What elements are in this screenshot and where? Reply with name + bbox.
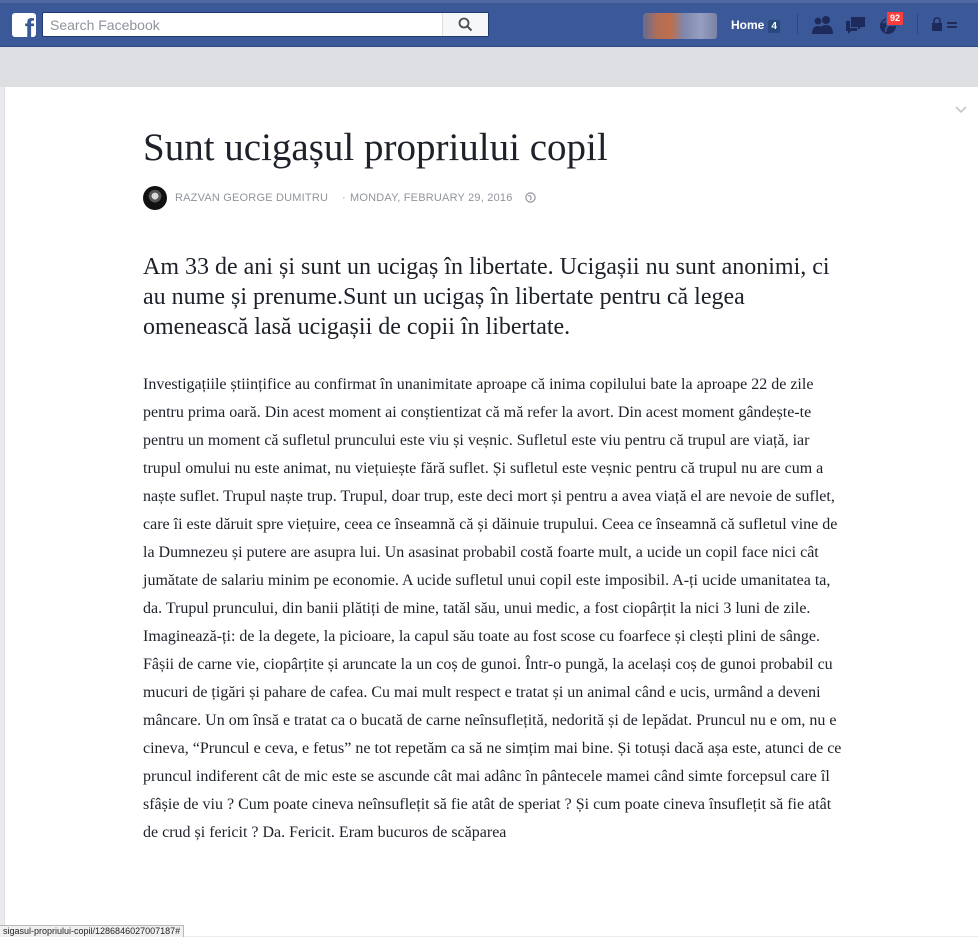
author-avatar[interactable] [143, 186, 167, 210]
messages-icon [843, 14, 869, 36]
settings-menu-button[interactable] [946, 14, 972, 36]
public-globe-icon [525, 192, 536, 203]
friends-icon [810, 14, 836, 36]
lead-paragraph: Am 33 de ani și sunt un ucigaș în libertate. Ucigașii nu sunt anonimi, ci au nume și prenume.Sunt un ucigaș în libertate pentru că legea omenească lasă ucigașii de copii în libertate. [143, 254, 830, 340]
profile-avatar-blurred[interactable] [643, 13, 717, 39]
publish-date[interactable]: MONDAY, FEBRUARY 29, 2016 [350, 192, 513, 204]
menu-lines-icon [946, 14, 958, 36]
top-strip [0, 0, 978, 3]
note-title: Sunt ucigașul propriului copil [143, 126, 608, 169]
facebook-logo-icon[interactable] [12, 13, 36, 37]
top-navigation-bar [0, 0, 978, 47]
page-band [0, 47, 978, 87]
lock-icon [930, 14, 944, 36]
body-paragraph: Investigațiile științifice au confirmat în unanimitate aproape că inima copilului bate la aproape 22 de zile pentru prima oară. Din acest moment ai conștientizat că mă refer la avort. Din acest moment gândește-te pentru un moment că sufletul pruncului este viu și veșnic. Sufletul este viu pentru că trupul are viață, iar trupul omului nu este animat, nu viețuiește fără suflet. Și sufletul este veșnic pentru că trupul nu are cum a naște suflet. Trupul naște trup. Trupul, doar trup, este deci mort și pentru a avea viață el are nevoie de suflet, care îi este dăruit spre viețuire, ceea ce înseamnă că și dăinuie trupului. Ceea ce înseamnă că sufletul vine de la Dumnezeu și putere are asupra lui. Un asasinat probabil costă foarte mult, a ucide un copil face nici cât jumătate de salariu minim pe economie. A ucide sufletul unui copil este imposibil. A-ți ucide umanitatea ta, da. Trupul pruncului, din banii plătiți de mine, tatăl său, unui medic, a fost ciopârțit la nici 3 luni de zile. Imaginează-ți: de la degete, la picioare, la capul său toate au fost scose cu foarfece și clești plini de sânge. Fâșii de carne vie, ciopârțite și aruncate la un coș de gunoi. Într-o pungă, la același coș de gunoi probabil cu mucuri de țigări și pahare de cafea. Cu mai mult respect e tratat și un animal când e ucis, urmând a deveni mâncare. Un om însă e tratat ca o bucată de carne neînsuflețită, nedorită și de lepădat. Pruncul nu e om, nu e cineva, “Pruncul e ceva, e fetus” ne tot repetăm ca să ne simțim mai bine. Și totuși dacă așa este, atunci de ce pruncul indiferent cât de mic este se ascunde cât mai adânc în pântecele mamei când simte forcepsul care îl sfâșie de viu ? Cum poate cineva neînsuflețit să fie atât de speriat ? Și cum poate cineva însuflețit să fie atât de crud și fericit ? Da. Fericit. Eram bucuros de scăparea [143, 376, 842, 841]
search-input[interactable] [43, 13, 443, 36]
friend-requests-button[interactable] [810, 14, 836, 36]
nav-divider [797, 14, 798, 34]
status-bar-url: sigasul-propriului-copil/1286846027007187# [0, 925, 184, 937]
logo-letter: f [24, 13, 34, 37]
notifications-count-badge: 92 [886, 11, 904, 26]
messages-button[interactable] [843, 14, 869, 36]
search-box [42, 12, 489, 37]
author-name[interactable]: RAZVAN GEORGE DUMITRU [175, 192, 329, 204]
home-count-badge: 4 [768, 20, 780, 33]
search-icon [458, 17, 473, 32]
home-label: Home [731, 18, 765, 32]
home-link[interactable] [731, 18, 780, 33]
chevron-down-icon[interactable] [954, 105, 968, 115]
search-button[interactable] [442, 13, 488, 36]
note-sheet [4, 87, 978, 936]
byline-separator: · [342, 192, 346, 204]
nav-divider [917, 14, 918, 34]
